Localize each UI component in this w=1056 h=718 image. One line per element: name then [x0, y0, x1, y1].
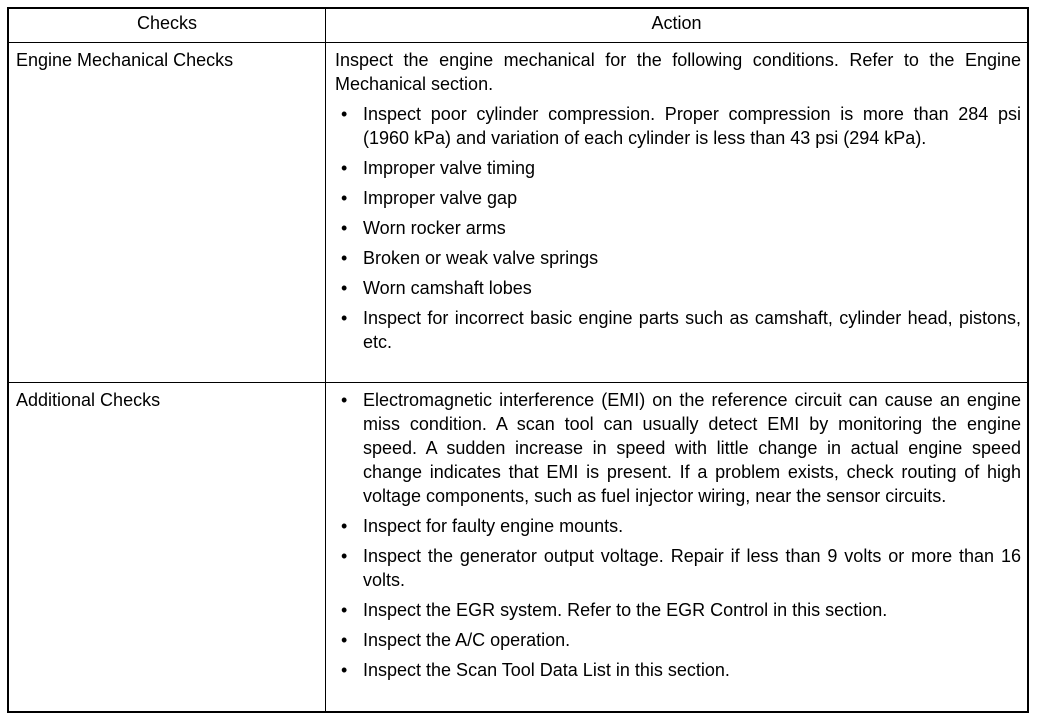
list-item — [335, 246, 1021, 270]
bullet-icon: • — [341, 278, 348, 298]
list-item-text: Broken or weak valve springs — [363, 248, 599, 268]
bullet-icon: • — [341, 546, 348, 566]
list-item — [335, 544, 1021, 592]
action-intro: Inspect the engine mechanical for the following conditions. Refer to the Engine Mechanical section. — [335, 50, 1021, 94]
list-item-text: Inspect the Scan Tool Data List in this section. — [363, 660, 730, 680]
bullet-icon: • — [341, 188, 348, 208]
bullet-icon: • — [341, 390, 348, 410]
list-item — [335, 514, 1021, 538]
bullet-icon: • — [341, 600, 348, 620]
list-item-text: Inspect the generator output voltage. Repair if less than 9 volts or more than 16 volts. — [363, 546, 1021, 590]
action-engine-mechanical — [335, 48, 1021, 360]
bullet-icon: • — [341, 660, 348, 680]
bullet-icon: • — [341, 218, 348, 238]
header-divider — [9, 42, 1027, 43]
list-item-text: Improper valve timing — [363, 158, 536, 178]
list-item-text: Inspect the EGR system. Refer to the EGR Control in this section. — [363, 600, 888, 620]
list-item — [335, 628, 1021, 652]
list-item-text: Inspect poor cylinder compression. Proper compression is more than 284 psi (1960 kPa) and variation of each cylinder is less than 43 psi (294 kPa). — [363, 104, 1021, 148]
check-engine-mechanical: Engine Mechanical Checks — [16, 50, 234, 70]
list-item — [335, 388, 1021, 508]
column-divider — [325, 9, 326, 711]
list-item — [335, 216, 1021, 240]
list-item — [335, 598, 1021, 622]
header-checks: Checks — [136, 13, 198, 33]
bullet-list — [335, 388, 1021, 682]
list-item-text: Worn camshaft lobes — [363, 278, 532, 298]
list-item-text: Inspect for faulty engine mounts. — [363, 516, 624, 536]
list-item-text: Electromagnetic interference (EMI) on the reference circuit can cause an engine miss condition. A scan tool can usually detect EMI by monitoring the engine speed. A sudden increase in speed with little change in actual engine speed change indicates that EMI is present. If a problem exists, check routing of high voltage components, such as fuel injector wiring, near the sensor circuits. — [363, 390, 1021, 506]
diagnostic-table — [7, 7, 1029, 713]
row-divider — [9, 382, 1027, 383]
bullet-icon: • — [341, 158, 348, 178]
list-item — [335, 658, 1021, 682]
list-item — [335, 186, 1021, 210]
list-item-text: Worn rocker arms — [363, 218, 506, 238]
action-additional — [335, 388, 1021, 688]
bullet-icon: • — [341, 248, 348, 268]
bullet-icon: • — [341, 308, 348, 328]
check-additional: Additional Checks — [16, 390, 161, 410]
list-item-text: Improper valve gap — [363, 188, 518, 208]
list-item — [335, 156, 1021, 180]
bullet-icon: • — [341, 516, 348, 536]
header-action: Action — [651, 13, 702, 33]
list-item — [335, 276, 1021, 300]
bullet-icon: • — [341, 630, 348, 650]
list-item — [335, 102, 1021, 150]
bullet-list — [335, 102, 1021, 354]
list-item-text: Inspect for incorrect basic engine parts such as camshaft, cylinder head, pistons, etc. — [363, 308, 1021, 352]
bullet-icon: • — [341, 104, 348, 124]
list-item-text: Inspect the A/C operation. — [363, 630, 571, 650]
list-item — [335, 306, 1021, 354]
